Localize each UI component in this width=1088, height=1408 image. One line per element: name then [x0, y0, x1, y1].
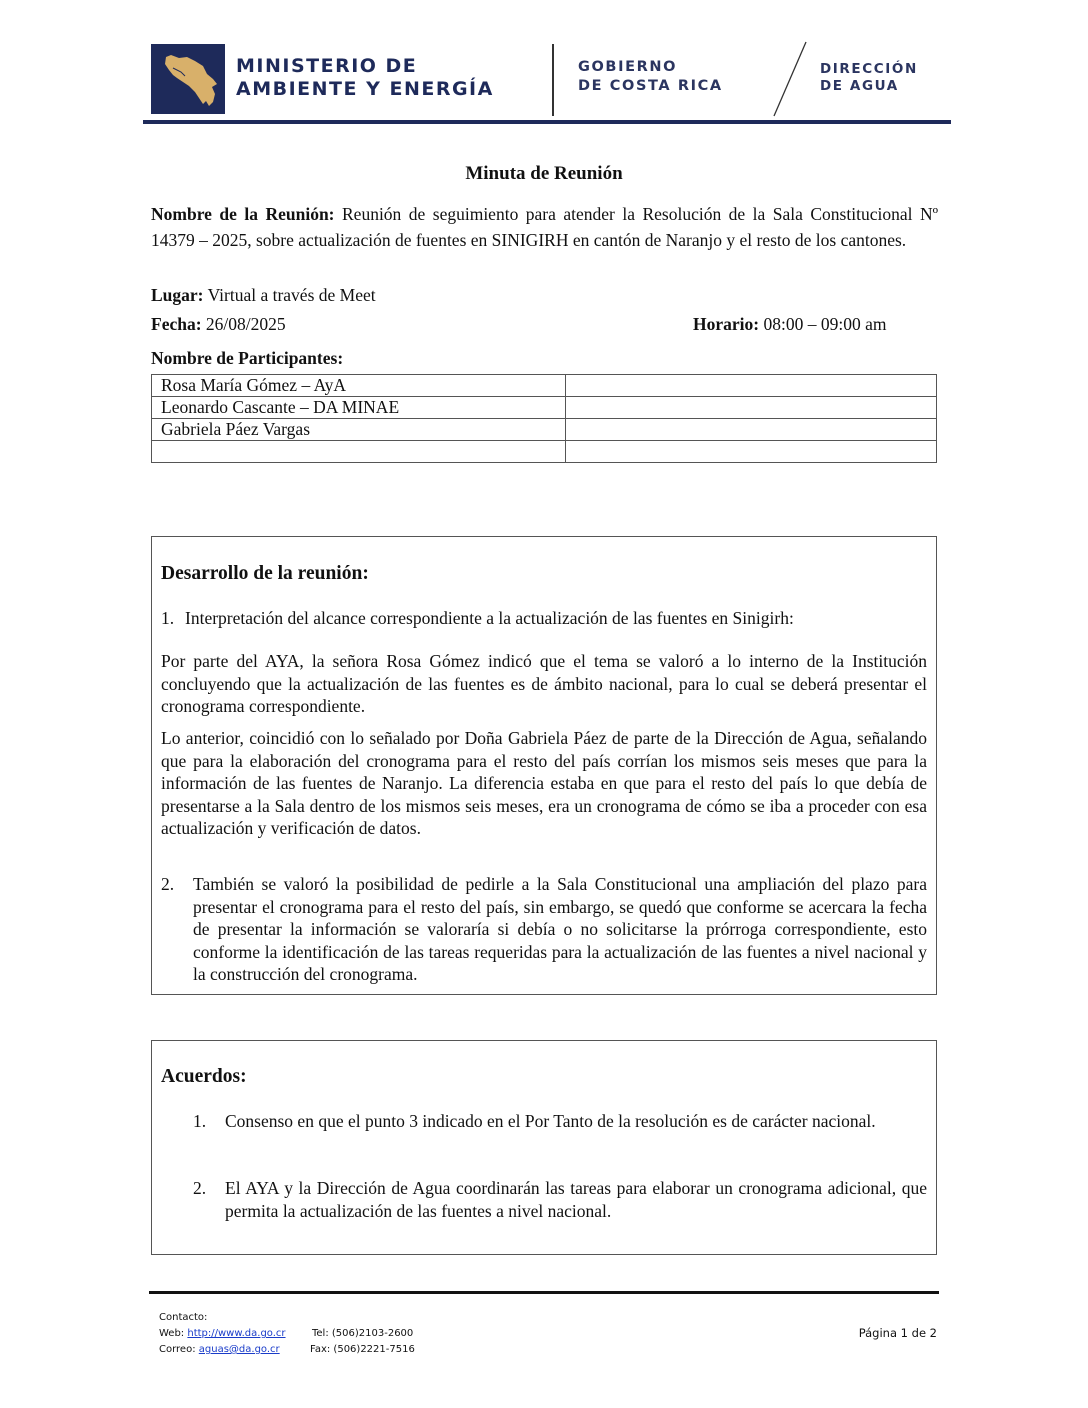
meeting-name: [151, 201, 938, 253]
meeting-name-value: Reunión de seguimiento para atender la Resolución de la Sala Constitucional Nº 14379 – 2025, sobre actualización de fuentes en SINIGIRH en cantón de Naranjo y el resto de los cantones.: [151, 204, 939, 250]
footer-phones: [312, 1326, 415, 1358]
participant-cell: Rosa María Gómez – AyA: [152, 375, 566, 397]
dept-line-2: DE AGUA: [820, 78, 899, 94]
tel-text: Tel: (506)2103-2600: [312, 1328, 414, 1339]
header-rule: [143, 120, 951, 124]
meeting-place: [151, 282, 938, 308]
participants-label: Nombre de Participantes:: [151, 348, 344, 368]
dept-line-1: DIRECCIÓN: [820, 61, 918, 77]
item-text: Consenso en que el punto 3 indicado en el Por Tanto de la resolución es de carácter nacional.: [225, 1111, 876, 1131]
footer-contact: [159, 1310, 286, 1358]
agreement-item-2: [193, 1177, 927, 1222]
government-name: [578, 58, 723, 96]
schedule-label: Horario:: [693, 314, 760, 334]
table-row: [152, 397, 937, 419]
participant-extra-cell: [566, 441, 937, 463]
fax-text: Fax: (506)2221-7516: [310, 1344, 415, 1355]
ministry-line-1: MINISTERIO DE: [236, 55, 418, 77]
agreements-heading: Acuerdos:: [161, 1066, 247, 1087]
item-text: También se valoró la posibilidad de pedirle a la Sala Constitucional una ampliación del plazo para presentar el cronograma para el resto del país, sin embargo, se quedó que conforme se acercara la fecha de presentar la información se valoraría si debía o no solicitarse la prórroga correspondiente, esto conforme la identificación de las tareas requeridas para la actualización de las fuentes a nivel nacional y la construcción del cronograma.: [193, 874, 927, 984]
web-label: Web:: [159, 1328, 185, 1339]
date-value: 26/08/2025: [205, 314, 286, 334]
item-number: 1.: [161, 608, 175, 628]
header-divider: [552, 44, 554, 116]
table-row: [152, 375, 937, 397]
ministry-line-2: AMBIENTE Y ENERGÍA: [236, 78, 494, 100]
slash-divider: [770, 40, 810, 118]
table-row: [152, 441, 937, 463]
agreements-section: [151, 1040, 937, 1255]
development-paragraph-2: Lo anterior, coincidió con lo señalado por Doña Gabriela Páez de parte de la Dirección de Agua, señalando que para la elaboración del cronograma para el resto del país corrían los mismos seis meses que para la información de las fuentes de Naranjo. La diferencia estaba en que para el resto del país lo que debía de presentarse a la Sala dentro de los mismos seis meses, era un cronograma de cómo se iba a proceder con esa actualización y verificación de datos.: [161, 728, 927, 838]
email-label: Correo:: [159, 1344, 196, 1355]
email-link[interactable]: aguas@da.go.cr: [198, 1344, 280, 1355]
costa-rica-map-icon: [151, 44, 225, 114]
participant-extra-cell: [566, 419, 937, 441]
item-text: El AYA y la Dirección de Agua coordinarán las tareas para elaborar un cronograma adicional, que permita la actualización de las fuentes a nivel nacional.: [225, 1178, 927, 1221]
development-paragraph-1: Por parte del AYA, la señora Rosa Gómez indicó que el tema se valoró a lo interno de la Institución concluyendo que la actualización de las fuentes es de ámbito nacional, para lo cual se deberá presentar el cronograma correspondiente.: [161, 651, 927, 716]
gov-line-2: DE COSTA RICA: [578, 78, 723, 94]
item-number: 1.: [193, 1111, 207, 1131]
participant-cell: [152, 441, 566, 463]
place-value: Virtual a través de Meet: [207, 285, 376, 305]
department-name: [820, 61, 918, 95]
web-link[interactable]: http://www.da.go.cr: [187, 1328, 286, 1339]
schedule-value: 08:00 – 09:00 am: [763, 314, 887, 334]
meeting-name-label: Nombre de la Reunión:: [151, 204, 335, 224]
development-section: [151, 536, 937, 995]
contact-label: Contacto:: [159, 1312, 208, 1323]
participants-table: [151, 374, 937, 463]
ministry-logo: [151, 44, 225, 114]
place-label: Lugar:: [151, 285, 204, 305]
agreement-item-1: [193, 1110, 927, 1133]
ministry-name: [236, 55, 494, 101]
footer-rule: [149, 1291, 939, 1294]
development-heading: Desarrollo de la reunión:: [161, 563, 369, 584]
participant-extra-cell: [566, 397, 937, 419]
gov-line-1: GOBIERNO: [578, 59, 678, 75]
participant-extra-cell: [566, 375, 937, 397]
table-row: [152, 419, 937, 441]
web-row: [159, 1326, 286, 1342]
item-number: 2.: [161, 874, 175, 894]
page-number: Página 1 de 2: [858, 1326, 937, 1340]
email-row: [159, 1342, 286, 1358]
document-title: Minuta de Reunión: [465, 163, 623, 184]
date-label: Fecha:: [151, 314, 202, 334]
meeting-schedule: [693, 311, 886, 337]
development-item-1: [161, 607, 927, 630]
item-number: 2.: [193, 1178, 207, 1198]
item-text: Interpretación del alcance correspondiente a la actualización de las fuentes en Sinigirh:: [185, 608, 794, 628]
development-item-2: [161, 873, 927, 986]
participant-cell: Leonardo Cascante – DA MINAE: [152, 397, 566, 419]
participant-cell: Gabriela Páez Vargas: [152, 419, 566, 441]
